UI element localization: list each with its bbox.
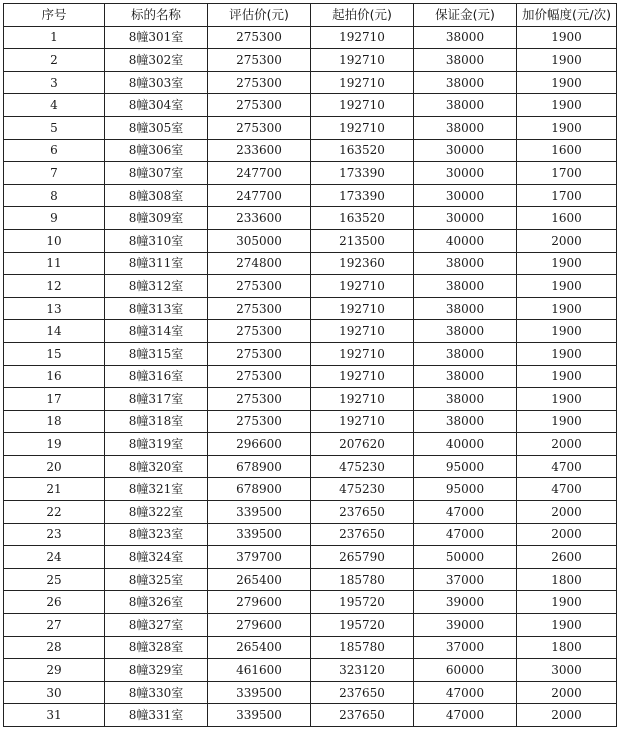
deposit-cell: 30000: [414, 139, 517, 162]
bid-increment-cell: 1800: [517, 636, 617, 659]
table-row: [4, 478, 617, 501]
serial-number-cell: 27: [4, 614, 105, 637]
lot-name-cell: 8幢301室: [105, 26, 208, 49]
starting-price-cell: 237650: [311, 501, 414, 524]
serial-number-cell: 13: [4, 297, 105, 320]
table-row: [4, 252, 617, 275]
starting-price-cell: 185780: [311, 636, 414, 659]
table-row: [4, 681, 617, 704]
bid-increment-cell: 1900: [517, 275, 617, 298]
bid-increment-cell: 1700: [517, 184, 617, 207]
deposit-cell: 38000: [414, 275, 517, 298]
bid-increment-cell: 1900: [517, 26, 617, 49]
lot-name-cell: 8幢320室: [105, 455, 208, 478]
starting-price-cell: 192710: [311, 94, 414, 117]
starting-price-cell: 475230: [311, 455, 414, 478]
table-row: [4, 523, 617, 546]
header-deposit: 保证金(元): [414, 4, 517, 27]
appraised-price-cell: 275300: [208, 94, 311, 117]
appraised-price-cell: 265400: [208, 636, 311, 659]
starting-price-cell: 237650: [311, 681, 414, 704]
table-header-row: [4, 4, 617, 27]
lot-name-cell: 8幢321室: [105, 478, 208, 501]
bid-increment-cell: 2000: [517, 681, 617, 704]
appraised-price-cell: 275300: [208, 275, 311, 298]
lot-name-cell: 8幢304室: [105, 94, 208, 117]
lot-name-cell: 8幢303室: [105, 71, 208, 94]
deposit-cell: 60000: [414, 659, 517, 682]
deposit-cell: 30000: [414, 162, 517, 185]
starting-price-cell: 475230: [311, 478, 414, 501]
serial-number-cell: 20: [4, 455, 105, 478]
table-row: [4, 591, 617, 614]
table-row: [4, 659, 617, 682]
starting-price-cell: 173390: [311, 162, 414, 185]
appraised-price-cell: 678900: [208, 478, 311, 501]
deposit-cell: 38000: [414, 297, 517, 320]
appraised-price-cell: 339500: [208, 681, 311, 704]
lot-name-cell: 8幢329室: [105, 659, 208, 682]
deposit-cell: 38000: [414, 26, 517, 49]
bid-increment-cell: 2000: [517, 704, 617, 727]
appraised-price-cell: 275300: [208, 26, 311, 49]
serial-number-cell: 23: [4, 523, 105, 546]
serial-number-cell: 4: [4, 94, 105, 117]
appraised-price-cell: 275300: [208, 49, 311, 72]
table-row: [4, 433, 617, 456]
bid-increment-cell: 2600: [517, 546, 617, 569]
deposit-cell: 40000: [414, 229, 517, 252]
bid-increment-cell: 2000: [517, 523, 617, 546]
deposit-cell: 38000: [414, 71, 517, 94]
starting-price-cell: 192710: [311, 342, 414, 365]
lot-name-cell: 8幢313室: [105, 297, 208, 320]
bid-increment-cell: 1900: [517, 116, 617, 139]
appraised-price-cell: 275300: [208, 388, 311, 411]
serial-number-cell: 6: [4, 139, 105, 162]
bid-increment-cell: 1800: [517, 568, 617, 591]
starting-price-cell: 192710: [311, 116, 414, 139]
serial-number-cell: 11: [4, 252, 105, 275]
starting-price-cell: 163520: [311, 139, 414, 162]
lot-name-cell: 8幢310室: [105, 229, 208, 252]
table-row: [4, 184, 617, 207]
starting-price-cell: 192710: [311, 297, 414, 320]
appraised-price-cell: 275300: [208, 365, 311, 388]
serial-number-cell: 9: [4, 207, 105, 230]
appraised-price-cell: 379700: [208, 546, 311, 569]
bid-increment-cell: 4700: [517, 478, 617, 501]
serial-number-cell: 14: [4, 320, 105, 343]
serial-number-cell: 5: [4, 116, 105, 139]
serial-number-cell: 19: [4, 433, 105, 456]
serial-number-cell: 29: [4, 659, 105, 682]
lot-name-cell: 8幢311室: [105, 252, 208, 275]
bid-increment-cell: 1700: [517, 162, 617, 185]
starting-price-cell: 195720: [311, 614, 414, 637]
table-row: [4, 71, 617, 94]
bid-increment-cell: 1900: [517, 342, 617, 365]
table-row: [4, 49, 617, 72]
appraised-price-cell: 247700: [208, 184, 311, 207]
appraised-price-cell: 275300: [208, 116, 311, 139]
table-row: [4, 320, 617, 343]
bid-increment-cell: 1900: [517, 71, 617, 94]
deposit-cell: 30000: [414, 184, 517, 207]
serial-number-cell: 30: [4, 681, 105, 704]
lot-name-cell: 8幢325室: [105, 568, 208, 591]
starting-price-cell: 237650: [311, 523, 414, 546]
header-bid-increment: 加价幅度(元/次): [517, 4, 617, 27]
starting-price-cell: 237650: [311, 704, 414, 727]
appraised-price-cell: 305000: [208, 229, 311, 252]
serial-number-cell: 17: [4, 388, 105, 411]
lot-name-cell: 8幢307室: [105, 162, 208, 185]
table-row: [4, 388, 617, 411]
starting-price-cell: 173390: [311, 184, 414, 207]
appraised-price-cell: 461600: [208, 659, 311, 682]
table-row: [4, 26, 617, 49]
serial-number-cell: 1: [4, 26, 105, 49]
deposit-cell: 40000: [414, 433, 517, 456]
table-row: [4, 94, 617, 117]
bid-increment-cell: 1900: [517, 591, 617, 614]
bid-increment-cell: 1900: [517, 410, 617, 433]
bid-increment-cell: 2000: [517, 433, 617, 456]
deposit-cell: 38000: [414, 320, 517, 343]
deposit-cell: 38000: [414, 94, 517, 117]
bid-increment-cell: 4700: [517, 455, 617, 478]
deposit-cell: 47000: [414, 523, 517, 546]
bid-increment-cell: 2000: [517, 229, 617, 252]
appraised-price-cell: 339500: [208, 501, 311, 524]
serial-number-cell: 12: [4, 275, 105, 298]
appraised-price-cell: 275300: [208, 320, 311, 343]
lot-name-cell: 8幢317室: [105, 388, 208, 411]
deposit-cell: 37000: [414, 636, 517, 659]
lot-name-cell: 8幢324室: [105, 546, 208, 569]
lot-name-cell: 8幢315室: [105, 342, 208, 365]
table-row: [4, 546, 617, 569]
appraised-price-cell: 265400: [208, 568, 311, 591]
lot-name-cell: 8幢302室: [105, 49, 208, 72]
table-row: [4, 229, 617, 252]
starting-price-cell: 192360: [311, 252, 414, 275]
appraised-price-cell: 275300: [208, 342, 311, 365]
deposit-cell: 38000: [414, 252, 517, 275]
header-appraised-price: 评估价(元): [208, 4, 311, 27]
serial-number-cell: 10: [4, 229, 105, 252]
serial-number-cell: 25: [4, 568, 105, 591]
serial-number-cell: 15: [4, 342, 105, 365]
lot-name-cell: 8幢314室: [105, 320, 208, 343]
table-row: [4, 704, 617, 727]
lot-name-cell: 8幢318室: [105, 410, 208, 433]
starting-price-cell: 192710: [311, 71, 414, 94]
lot-name-cell: 8幢309室: [105, 207, 208, 230]
lot-name-cell: 8幢316室: [105, 365, 208, 388]
lot-name-cell: 8幢327室: [105, 614, 208, 637]
deposit-cell: 38000: [414, 342, 517, 365]
lot-name-cell: 8幢312室: [105, 275, 208, 298]
starting-price-cell: 195720: [311, 591, 414, 614]
bid-increment-cell: 1900: [517, 365, 617, 388]
serial-number-cell: 26: [4, 591, 105, 614]
table-row: [4, 207, 617, 230]
table-row: [4, 116, 617, 139]
bid-increment-cell: 1900: [517, 49, 617, 72]
bid-increment-cell: 1900: [517, 320, 617, 343]
table-row: [4, 365, 617, 388]
deposit-cell: 95000: [414, 478, 517, 501]
deposit-cell: 38000: [414, 365, 517, 388]
bid-increment-cell: 2000: [517, 501, 617, 524]
appraised-price-cell: 274800: [208, 252, 311, 275]
lot-name-cell: 8幢331室: [105, 704, 208, 727]
bid-increment-cell: 1900: [517, 614, 617, 637]
table-row: [4, 455, 617, 478]
appraised-price-cell: 296600: [208, 433, 311, 456]
header-serial-number: 序号: [4, 4, 105, 27]
lot-name-cell: 8幢328室: [105, 636, 208, 659]
appraised-price-cell: 275300: [208, 410, 311, 433]
serial-number-cell: 21: [4, 478, 105, 501]
table-row: [4, 342, 617, 365]
appraised-price-cell: 339500: [208, 523, 311, 546]
table-row: [4, 275, 617, 298]
deposit-cell: 38000: [414, 410, 517, 433]
bid-increment-cell: 1900: [517, 388, 617, 411]
serial-number-cell: 8: [4, 184, 105, 207]
appraised-price-cell: 279600: [208, 614, 311, 637]
starting-price-cell: 192710: [311, 49, 414, 72]
deposit-cell: 39000: [414, 591, 517, 614]
lot-name-cell: 8幢322室: [105, 501, 208, 524]
deposit-cell: 47000: [414, 501, 517, 524]
starting-price-cell: 213500: [311, 229, 414, 252]
table-row: [4, 568, 617, 591]
table-row: [4, 636, 617, 659]
deposit-cell: 38000: [414, 116, 517, 139]
appraised-price-cell: 339500: [208, 704, 311, 727]
deposit-cell: 47000: [414, 704, 517, 727]
serial-number-cell: 7: [4, 162, 105, 185]
appraised-price-cell: 233600: [208, 139, 311, 162]
lot-name-cell: 8幢326室: [105, 591, 208, 614]
appraised-price-cell: 279600: [208, 591, 311, 614]
starting-price-cell: 185780: [311, 568, 414, 591]
serial-number-cell: 28: [4, 636, 105, 659]
starting-price-cell: 192710: [311, 320, 414, 343]
appraised-price-cell: 275300: [208, 71, 311, 94]
deposit-cell: 39000: [414, 614, 517, 637]
starting-price-cell: 192710: [311, 275, 414, 298]
bid-increment-cell: 1900: [517, 297, 617, 320]
serial-number-cell: 24: [4, 546, 105, 569]
header-lot-name: 标的名称: [105, 4, 208, 27]
auction-lot-table: [3, 3, 617, 727]
appraised-price-cell: 275300: [208, 297, 311, 320]
serial-number-cell: 31: [4, 704, 105, 727]
appraised-price-cell: 233600: [208, 207, 311, 230]
deposit-cell: 38000: [414, 49, 517, 72]
serial-number-cell: 22: [4, 501, 105, 524]
bid-increment-cell: 1900: [517, 252, 617, 275]
appraised-price-cell: 247700: [208, 162, 311, 185]
table-row: [4, 410, 617, 433]
starting-price-cell: 265790: [311, 546, 414, 569]
starting-price-cell: 207620: [311, 433, 414, 456]
bid-increment-cell: 1600: [517, 207, 617, 230]
lot-name-cell: 8幢323室: [105, 523, 208, 546]
lot-name-cell: 8幢306室: [105, 139, 208, 162]
deposit-cell: 37000: [414, 568, 517, 591]
header-starting-price: 起拍价(元): [311, 4, 414, 27]
starting-price-cell: 163520: [311, 207, 414, 230]
starting-price-cell: 192710: [311, 365, 414, 388]
starting-price-cell: 192710: [311, 388, 414, 411]
table-row: [4, 139, 617, 162]
table-row: [4, 614, 617, 637]
lot-name-cell: 8幢305室: [105, 116, 208, 139]
starting-price-cell: 192710: [311, 410, 414, 433]
deposit-cell: 50000: [414, 546, 517, 569]
deposit-cell: 95000: [414, 455, 517, 478]
deposit-cell: 47000: [414, 681, 517, 704]
table-row: [4, 162, 617, 185]
lot-name-cell: 8幢308室: [105, 184, 208, 207]
table-row: [4, 501, 617, 524]
lot-name-cell: 8幢330室: [105, 681, 208, 704]
serial-number-cell: 16: [4, 365, 105, 388]
serial-number-cell: 2: [4, 49, 105, 72]
starting-price-cell: 323120: [311, 659, 414, 682]
serial-number-cell: 18: [4, 410, 105, 433]
bid-increment-cell: 1900: [517, 94, 617, 117]
appraised-price-cell: 678900: [208, 455, 311, 478]
deposit-cell: 38000: [414, 388, 517, 411]
table-row: [4, 297, 617, 320]
serial-number-cell: 3: [4, 71, 105, 94]
table-body: [4, 26, 617, 726]
lot-name-cell: 8幢319室: [105, 433, 208, 456]
starting-price-cell: 192710: [311, 26, 414, 49]
deposit-cell: 30000: [414, 207, 517, 230]
bid-increment-cell: 1600: [517, 139, 617, 162]
bid-increment-cell: 3000: [517, 659, 617, 682]
